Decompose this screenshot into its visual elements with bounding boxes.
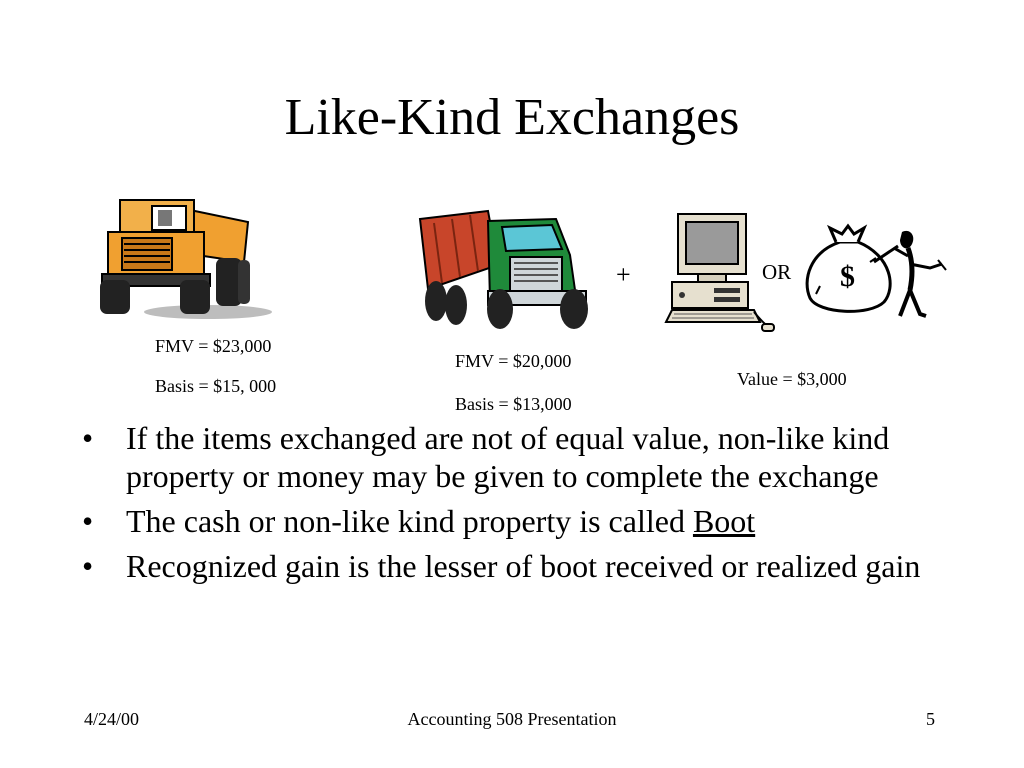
green-dump-truck-icon xyxy=(414,205,594,329)
plus-sign: + xyxy=(616,260,631,289)
given-fmv-label: FMV = $23,000 xyxy=(155,336,272,356)
bullet-text: Recognized gain is the lesser of boot received or realized gain xyxy=(126,548,921,584)
computer-icon xyxy=(664,212,776,334)
boot-term: Boot xyxy=(692,503,756,539)
received-basis-label: Basis = $13,000 xyxy=(455,394,572,414)
given-basis-label: Basis = $15, 000 xyxy=(155,376,277,396)
bullet-item xyxy=(82,419,942,495)
slide-title: Like-Kind Exchanges xyxy=(284,89,740,146)
bullet-marker: • xyxy=(82,503,94,539)
page-number: 5 xyxy=(926,709,935,729)
boot-value-label: Value = $3,000 xyxy=(737,369,847,389)
bullet-text: If the items exchanged are not of equal value, non-like kind property or money may be given to complete the exchange xyxy=(126,420,890,494)
bullet-item xyxy=(82,502,942,540)
orange-dump-truck-icon xyxy=(98,192,274,322)
bullet-text: The cash or non-like kind property is called xyxy=(126,503,693,539)
footer-title: Accounting 508 Presentation xyxy=(407,709,617,729)
bullet-item xyxy=(82,547,942,585)
footer-date: 4/24/00 xyxy=(84,709,140,729)
bullet-list xyxy=(82,419,942,592)
received-fmv-label: FMV = $20,000 xyxy=(455,351,572,371)
bullet-marker: • xyxy=(82,420,94,456)
money-bag-icon xyxy=(800,222,900,318)
or-label: OR xyxy=(762,260,792,284)
stick-figure-icon xyxy=(890,228,948,320)
svg-text:$: $ xyxy=(840,260,855,293)
bullet-marker: • xyxy=(82,548,94,584)
